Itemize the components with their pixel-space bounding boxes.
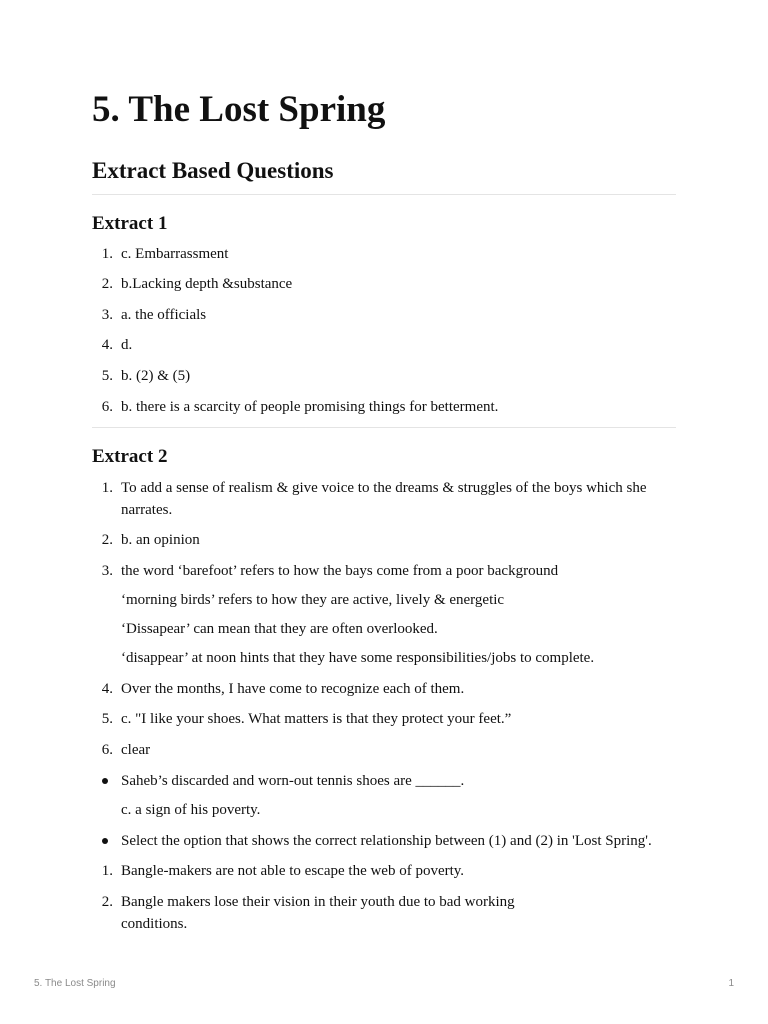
- list-item-subline: ‘morning birds’ refers to how they are active, lively & energetic: [121, 592, 505, 608]
- list-item: Over the months, I have come to recognize each of them.: [121, 681, 465, 697]
- list-item: d.: [121, 337, 133, 353]
- list-number: 4.: [101, 337, 113, 353]
- list-item-subline: ‘Dissapear’ can mean that they are often overlooked.: [121, 621, 438, 637]
- extract1-heading: Extract 1: [92, 213, 168, 234]
- list-item: b. an opinion: [121, 532, 200, 548]
- list-number: 5.: [101, 368, 113, 384]
- list-item: b.Lacking depth &substance: [121, 276, 293, 292]
- list-number: 3.: [101, 307, 113, 323]
- list-number: 5.: [101, 711, 113, 727]
- list-number: 1.: [101, 863, 113, 879]
- list-number: 2.: [101, 276, 113, 292]
- bullet-item: Saheb’s discarded and worn-out tennis shoes are ______.: [121, 773, 465, 789]
- list-item: b. there is a scarcity of people promising things for betterment.: [121, 399, 499, 415]
- list-item: a. the officials: [121, 307, 207, 323]
- list-item: Bangle-makers are not able to escape the web of poverty.: [121, 863, 465, 879]
- footer-document-title: 5. The Lost Spring: [34, 978, 116, 989]
- list-item: b. (2) & (5): [121, 368, 191, 384]
- list-number: 6.: [101, 742, 113, 758]
- list-number: 2.: [101, 532, 113, 548]
- list-item: Bangle makers lose their vision in their youth due to bad working: [121, 894, 515, 910]
- list-number: 6.: [101, 399, 113, 415]
- divider: [92, 194, 676, 195]
- list-item-continuation: conditions.: [121, 916, 188, 932]
- list-item: To add a sense of realism & give voice to the dreams & struggles of the boys which she: [121, 480, 647, 496]
- list-number: 1.: [101, 246, 113, 262]
- section-heading: Extract Based Questions: [92, 158, 334, 183]
- list-item-continuation: narrates.: [121, 502, 173, 518]
- list-item: c. "I like your shoes. What matters is that they protect your feet.”: [121, 711, 512, 727]
- bullet-dot: [102, 838, 108, 844]
- list-item: c. Embarrassment: [121, 246, 229, 262]
- divider: [92, 427, 676, 428]
- bullet-item: Select the option that shows the correct relationship between (1) and (2) in 'Lost Spring'.: [121, 833, 652, 849]
- list-number: 3.: [101, 563, 113, 579]
- list-number: 2.: [101, 894, 113, 910]
- page-title: 5. The Lost Spring: [92, 89, 386, 130]
- list-number: 1.: [101, 480, 113, 496]
- list-number: 4.: [101, 681, 113, 697]
- extract2-heading: Extract 2: [92, 446, 168, 467]
- bullet-dot: [102, 778, 108, 784]
- list-item: the word ‘barefoot’ refers to how the bays come from a poor background: [121, 563, 559, 579]
- footer-page-number: 1: [728, 978, 734, 989]
- list-item: clear: [121, 742, 151, 758]
- bullet-item-answer: c. a sign of his poverty.: [121, 802, 261, 818]
- list-item-subline: ‘disappear’ at noon hints that they have some responsibilities/jobs to complete.: [121, 650, 595, 666]
